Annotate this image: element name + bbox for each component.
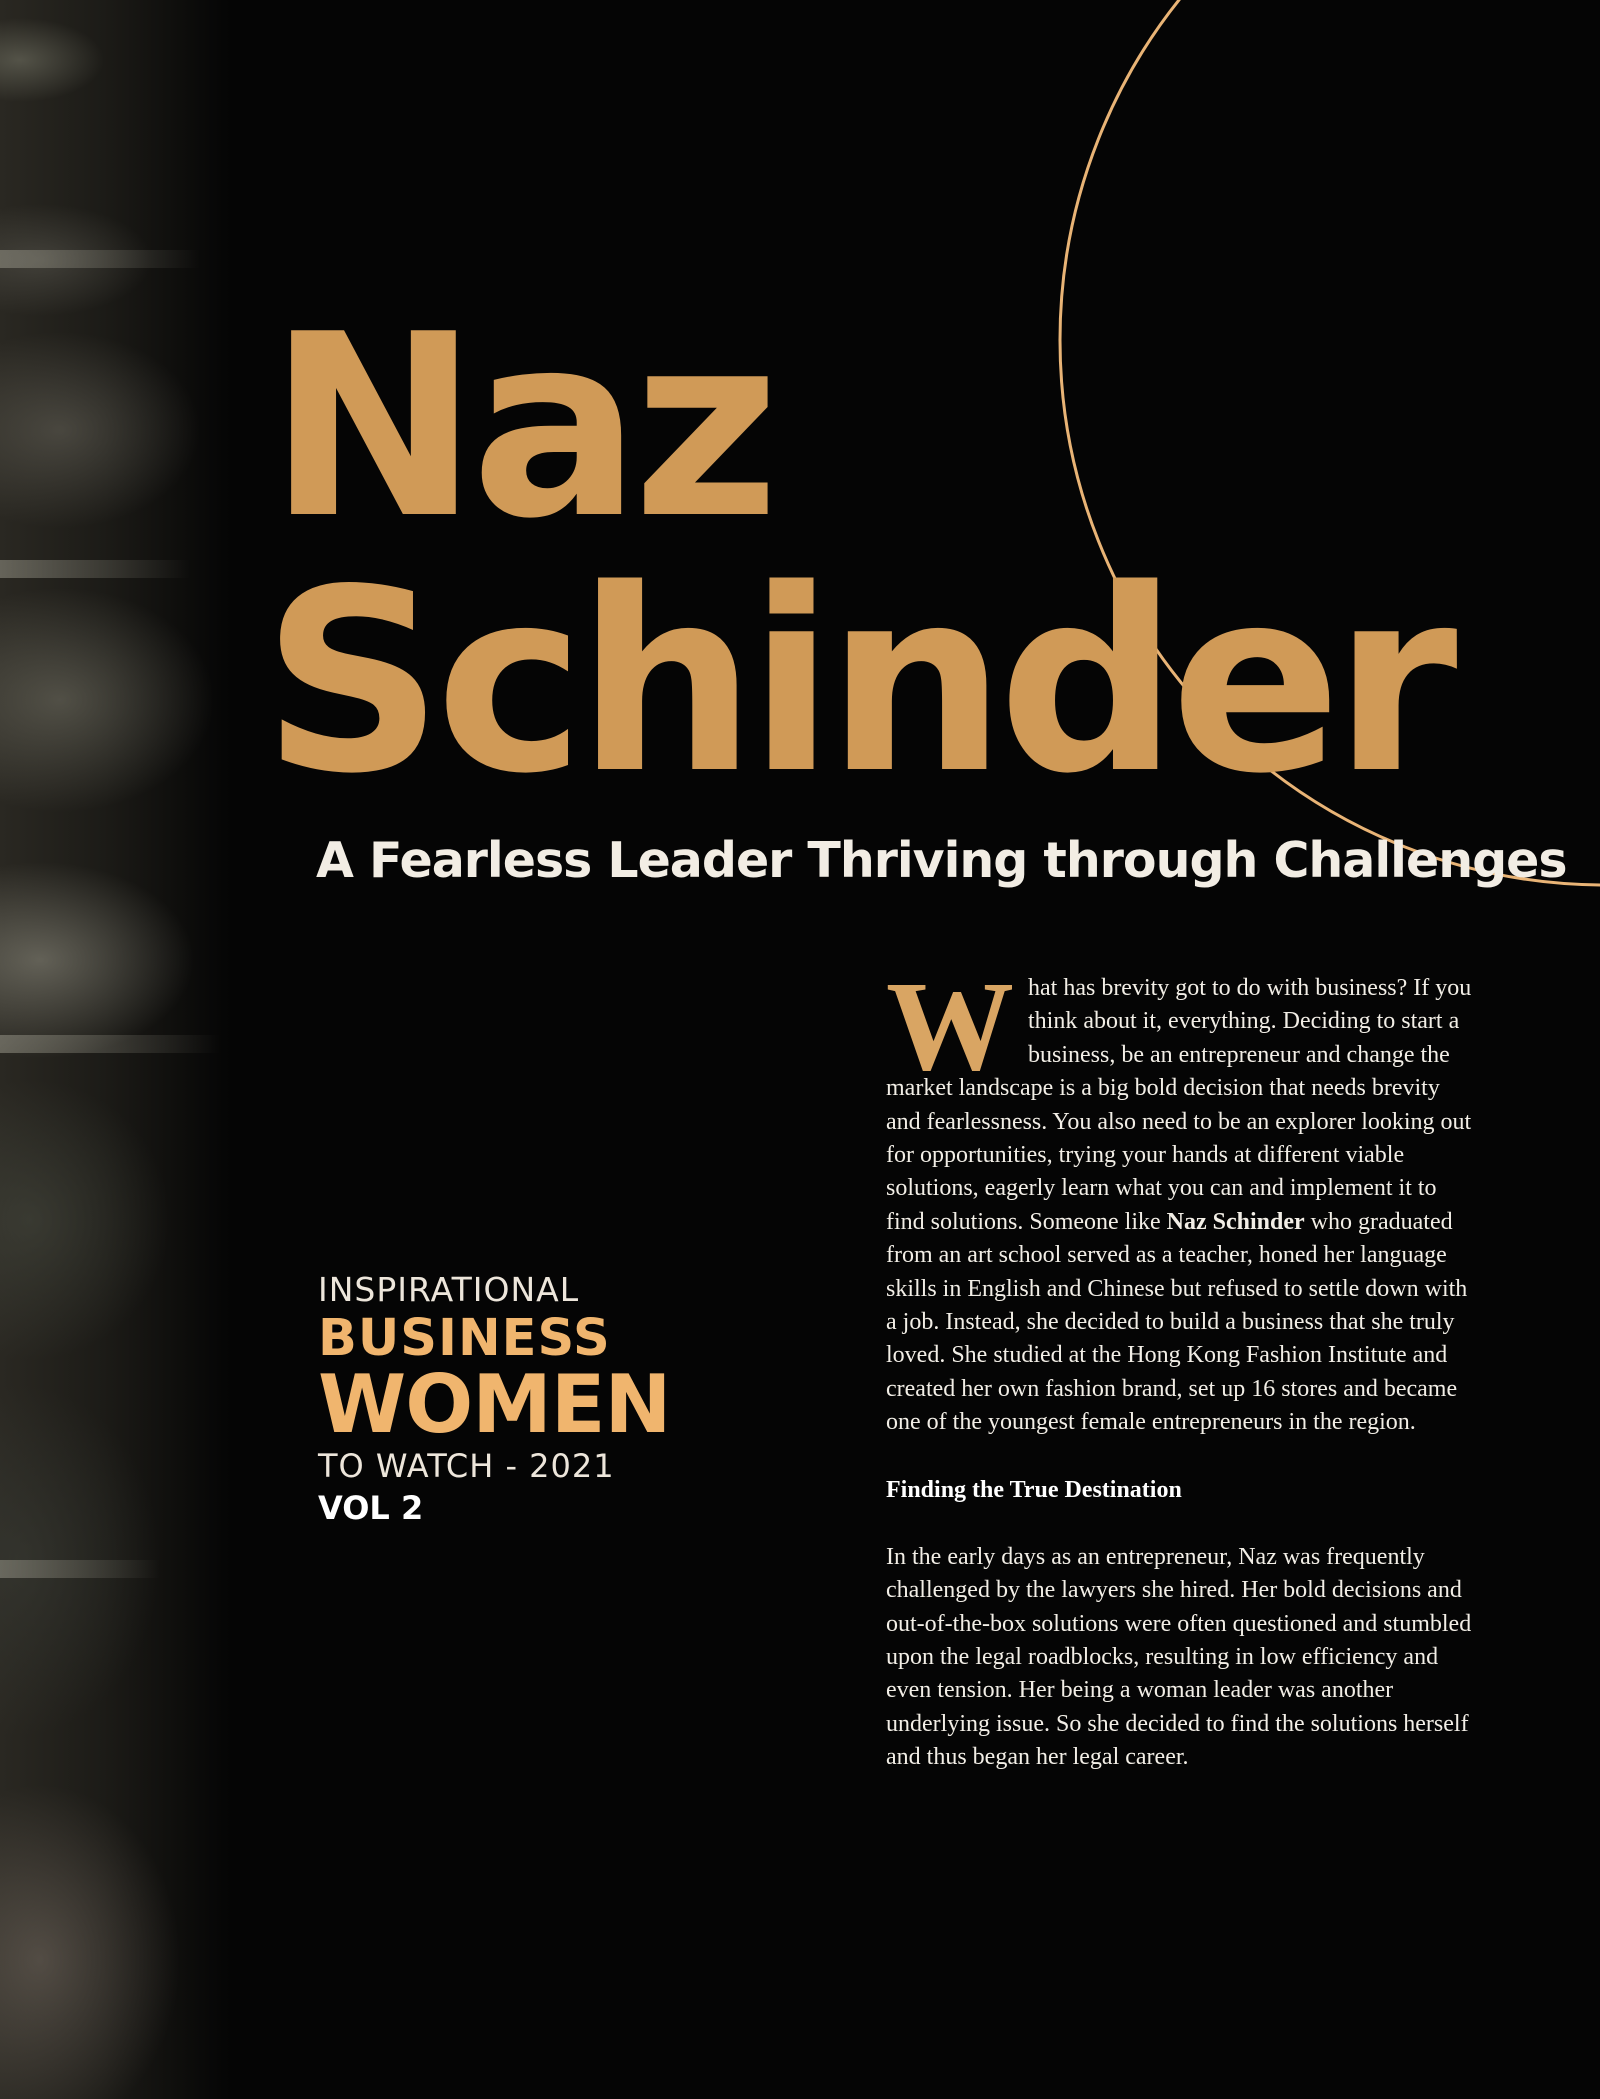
stone-sculpture-photo <box>0 0 230 2099</box>
paragraph-text: who graduated from an art school served as a teacher, honed her language skills in English and Chinese but refused to settle down with a job. Instead, she decided to build a business that she truly loved. She studied at the Hong Kong Fashion Institute and created her own fashion brand, set up 16 stores and became one of the youngest female entrepreneurs in the region. <box>886 1208 1468 1436</box>
section-heading: Finding the True Destination <box>886 1476 1182 1503</box>
drop-cap: W <box>886 955 1014 1097</box>
name-last: Schinder <box>262 536 1450 829</box>
article-paragraph <box>886 955 1476 1440</box>
paragraph-text: hat has brevity got to do with business? If you think about it, everything. Deciding to start a business, be an entrepreneur and change the market landscape is a big bold decision that needs brevity and fearlessness. You also need to be an explorer looking out for opportunities, trying your hands at different viable solutions, eagerly learn what you can and implement it to find solutions. Someone like <box>886 975 1472 1235</box>
article-body <box>886 955 1476 1775</box>
badge-line-inspirational: INSPIRATIONAL <box>318 1270 580 1309</box>
person-name-bold: Naz Schinder <box>1166 1208 1305 1235</box>
photo-ledge <box>0 1035 220 1053</box>
badge-line-volume: VOL 2 <box>318 1489 424 1527</box>
badge-line-year: TO WATCH - 2021 <box>318 1447 615 1485</box>
photo-ledge <box>0 250 200 268</box>
name-first: Naz <box>268 281 772 574</box>
photo-ledge <box>0 1560 160 1578</box>
page-title <box>262 281 1450 829</box>
article-paragraph: In the early days as an entrepreneur, Naz was frequently challenged by the lawyers she hired. Her bold decisions and out-of-the-box solutions were often questioned and stumbled upon the legal roadblocks, resulting in low efficiency and even tension. Her being a woman leader was another underlying issue. So she decided to find the solutions herself and thus began her legal career. <box>886 1543 1472 1771</box>
photo-ledge <box>0 560 190 578</box>
badge-line-business: BUSINESS <box>318 1309 611 1368</box>
badge-line-women: WOMEN <box>318 1358 671 1451</box>
feature-badge <box>318 1270 670 1530</box>
subtitle: A Fearless Leader Thriving through Challenges <box>316 832 1567 889</box>
